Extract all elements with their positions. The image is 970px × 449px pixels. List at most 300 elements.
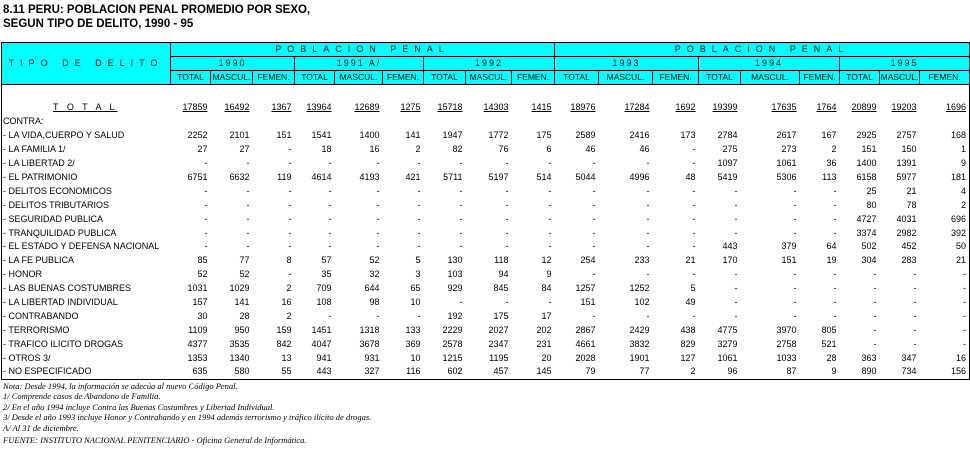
value-cell: 1029 — [229, 283, 250, 294]
spacer-cell — [920, 85, 970, 101]
spacer-cell — [383, 85, 424, 101]
value-cell: 18 — [321, 144, 332, 155]
spacer-cell — [653, 85, 699, 101]
value-cell — [599, 100, 653, 115]
value-cell: 829 — [680, 338, 696, 349]
table-row — [2, 337, 970, 351]
value-cell: - — [913, 338, 917, 349]
value-cell: 3970 — [776, 324, 797, 335]
value-cell: 94 — [498, 269, 509, 280]
value-cell — [466, 115, 512, 129]
table-row — [2, 365, 970, 379]
value-cell: - — [204, 227, 208, 238]
value-cell: 119 — [277, 172, 292, 182]
value-cell: 283 — [901, 255, 917, 266]
value-cell: 52 — [239, 269, 250, 280]
value-cell: - — [793, 185, 797, 196]
value-cell: 3 — [415, 269, 421, 280]
value-cell — [211, 100, 253, 115]
value-cell: 2252 — [187, 130, 208, 141]
value-cell: - — [246, 227, 250, 238]
value-cell: 156 — [920, 365, 970, 379]
total-value: 13964 — [306, 102, 332, 112]
value-cell: - — [505, 227, 509, 238]
spacer-cell — [171, 85, 211, 101]
row-label: - LA FE PUBLICA — [2, 254, 171, 268]
value-cell: - — [376, 310, 380, 321]
value-cell: 77 — [239, 255, 250, 266]
value-cell: - — [793, 227, 797, 238]
value-cell: 1109 — [188, 324, 208, 335]
total-value: 17635 — [771, 102, 797, 112]
value-cell: - — [376, 227, 380, 238]
value-cell: 457 — [466, 365, 512, 379]
value-cell: - — [592, 185, 596, 196]
value-cell: 4 — [920, 184, 970, 198]
value-cell: 150 — [901, 144, 917, 155]
tipo-de-delito-header: TIPO DE DELITO — [2, 43, 171, 85]
subcolumn-header-femen: FEMEN. — [383, 71, 424, 85]
value-cell: 2 — [653, 365, 699, 379]
total-value: 1367 — [271, 102, 292, 112]
value-cell: - — [417, 213, 421, 224]
value-cell: - — [692, 213, 696, 224]
value-cell: - — [913, 269, 917, 280]
value-cell: 254 — [580, 255, 596, 266]
value-cell: 48 — [685, 172, 696, 182]
value-cell: 3279 — [717, 338, 738, 349]
value-cell: 602 — [424, 365, 466, 379]
value-cell: - — [417, 241, 421, 252]
value-cell — [295, 100, 335, 115]
value-cell: - — [505, 185, 509, 196]
value-cell: 4047 — [311, 338, 332, 349]
value-cell: - — [548, 199, 552, 210]
value-cell: 2429 — [629, 324, 650, 335]
table-row — [2, 351, 970, 365]
value-cell: 145 — [512, 365, 555, 379]
value-cell: 5711 — [443, 172, 463, 182]
value-cell: 4775 — [717, 324, 738, 335]
value-cell: - — [548, 297, 552, 308]
subcolumn-header-total: TOTAL — [295, 71, 335, 85]
value-cell: 347 — [901, 352, 917, 363]
value-cell — [840, 115, 880, 129]
value-cell: - — [646, 213, 650, 224]
value-cell: 1451 — [311, 324, 332, 335]
value-cell: 5419 — [717, 172, 738, 182]
value-cell: - — [913, 297, 917, 308]
subcolumn-header-mascul: MASCUL. — [599, 71, 653, 85]
total-value: 18976 — [570, 102, 596, 112]
subcolumn-header-total: TOTAL — [171, 71, 211, 85]
value-cell: - — [548, 213, 552, 224]
value-cell: - — [459, 241, 463, 252]
value-cell: - — [692, 241, 696, 252]
value-cell: 2925 — [856, 130, 877, 141]
value-cell: 273 — [781, 144, 797, 155]
value-cell: - — [592, 199, 596, 210]
value-cell: 27 — [197, 144, 208, 155]
footnote: 1/ Comprende casos de Abandono de Familia. — [3, 391, 161, 402]
value-cell — [335, 100, 383, 115]
value-cell: 1772 — [488, 130, 509, 141]
value-cell — [383, 100, 424, 115]
footnote: A/ Al 31 de diciembre. — [3, 422, 79, 433]
total-value: 15718 — [437, 102, 463, 112]
value-cell — [920, 100, 970, 115]
value-cell: 2867 — [575, 324, 596, 335]
value-cell: 443 — [722, 241, 738, 252]
value-cell: - — [459, 158, 463, 169]
value-cell: 167 — [821, 130, 837, 141]
subcolumn-header-femen: FEMEN. — [253, 71, 295, 85]
row-label: - DELITOS TRIBUTARIOS — [2, 198, 171, 212]
subcolumn-header-mascul: MASCUL. — [741, 71, 800, 85]
value-cell: 98 — [369, 297, 380, 308]
value-cell — [335, 115, 383, 129]
value-cell: - — [328, 227, 332, 238]
value-cell: - — [288, 144, 292, 155]
subcolumn-header-femen: FEMEN. — [920, 71, 970, 85]
value-cell: - — [592, 241, 596, 252]
value-cell: 1215 — [442, 352, 463, 363]
value-cell: 30 — [197, 310, 208, 321]
subcolumn-header-mascul: MASCUL. — [335, 71, 383, 85]
value-cell: - — [734, 199, 738, 210]
value-cell: 1400 — [359, 130, 380, 141]
value-cell: - — [459, 185, 463, 196]
row-label: - TRANQUILIDAD PUBLICA — [2, 226, 171, 240]
value-cell: - — [646, 269, 650, 280]
value-cell: 2 — [286, 283, 292, 294]
spacer-cell — [424, 85, 466, 101]
value-cell: 141 — [234, 297, 250, 308]
value-cell: 80 — [866, 199, 877, 210]
value-cell: - — [920, 282, 970, 296]
spacer-cell — [466, 85, 512, 101]
value-cell: 102 — [634, 297, 650, 308]
value-cell: - — [328, 185, 332, 196]
value-cell: - — [873, 338, 877, 349]
value-cell: - — [873, 283, 877, 294]
value-cell: 127 — [680, 352, 696, 363]
value-cell: 304 — [861, 255, 877, 266]
value-cell: 4996 — [629, 172, 650, 182]
spacer-cell — [2, 85, 171, 101]
value-cell: 1947 — [442, 130, 463, 141]
value-cell: 79 — [555, 365, 599, 379]
value-cell: - — [592, 269, 596, 280]
total-value: 1415 — [531, 102, 552, 112]
value-cell: 1400 — [856, 158, 877, 169]
subcolumn-header-femen: FEMEN. — [800, 71, 840, 85]
statistics-table — [1, 42, 970, 380]
value-cell: - — [646, 158, 650, 169]
spacer-cell — [741, 85, 800, 101]
value-cell: - — [692, 199, 696, 210]
subcolumn-header-total: TOTAL — [555, 71, 599, 85]
value-cell: 2578 — [442, 338, 463, 349]
value-cell: - — [833, 185, 837, 196]
value-cell: 2028 — [575, 352, 596, 363]
table-row — [2, 309, 970, 323]
value-cell: - — [246, 199, 250, 210]
value-cell: 2027 — [488, 324, 509, 335]
value-cell: 78 — [906, 199, 917, 210]
spacer-cell — [295, 85, 335, 101]
table-row — [2, 198, 970, 212]
value-cell: - — [204, 199, 208, 210]
value-cell: - — [328, 213, 332, 224]
value-cell — [699, 100, 741, 115]
value-cell: - — [288, 213, 292, 224]
value-cell: 151 — [276, 130, 292, 141]
spacer-cell — [253, 85, 295, 101]
value-cell: 103 — [447, 269, 463, 280]
value-cell: - — [288, 227, 292, 238]
value-cell: 1901 — [629, 352, 650, 363]
poblacion-penal-header-1993-95: POBLACION PENAL — [555, 43, 970, 57]
value-cell: 159 — [276, 324, 292, 335]
value-cell: 108 — [316, 297, 332, 308]
value-cell: 421 — [405, 172, 421, 182]
row-label: - HONOR — [2, 268, 171, 282]
value-cell: - — [692, 158, 696, 169]
row-label: - EL ESTADO Y DEFENSA NACIONAL — [2, 240, 171, 254]
footnote: Nota: Desde 1994, la información se adecúa al nuevo Código Penal. — [3, 381, 238, 391]
value-cell: - — [592, 213, 596, 224]
total-value: 14303 — [483, 102, 509, 112]
subcolumn-header-total: TOTAL — [840, 71, 880, 85]
value-cell: - — [204, 241, 208, 252]
value-cell: 4661 — [575, 338, 596, 349]
spacer-cell — [211, 85, 253, 101]
value-cell: - — [913, 324, 917, 335]
value-cell: 46 — [639, 144, 650, 155]
spacer-cell — [699, 85, 741, 101]
value-cell: 931 — [364, 352, 380, 363]
spacer-cell — [599, 85, 653, 101]
value-cell: 173 — [680, 130, 696, 141]
value-cell: - — [833, 283, 837, 294]
value-cell: 392 — [920, 226, 970, 240]
year-header-1994: 1994 — [699, 57, 840, 71]
value-cell: 363 — [861, 352, 877, 363]
value-cell: 4031 — [896, 213, 917, 224]
value-cell: 65 — [410, 283, 421, 294]
value-cell: 36 — [826, 158, 837, 169]
value-cell: - — [288, 158, 292, 169]
value-cell: - — [204, 213, 208, 224]
row-label: - DELITOS ECONOMICOS — [2, 184, 171, 198]
value-cell: 32 — [369, 269, 380, 280]
value-cell: 635 — [171, 365, 211, 379]
value-cell: - — [246, 213, 250, 224]
value-cell: - — [204, 158, 208, 169]
value-cell: - — [328, 158, 332, 169]
value-cell: 1353 — [187, 352, 208, 363]
value-cell: - — [505, 297, 509, 308]
value-cell: 16 — [281, 297, 292, 308]
value-cell: 77 — [599, 365, 653, 379]
footnote: 3/ Desde el año 1993 incluye Honor y Contrabando y en 1994 además terrorismo y tráfico ilícito de drogas. — [3, 412, 372, 423]
value-cell: - — [793, 283, 797, 294]
spacer-row — [2, 85, 970, 101]
value-cell: 9 — [546, 269, 552, 280]
value-cell: 46 — [585, 144, 596, 155]
value-cell: - — [920, 296, 970, 310]
value-cell: - — [417, 158, 421, 169]
value-cell: - — [548, 227, 552, 238]
table-row — [2, 143, 970, 157]
value-cell: 84 — [541, 283, 552, 294]
value-cell: 2757 — [896, 130, 917, 141]
value-cell: 2347 — [488, 338, 509, 349]
value-cell: 49 — [685, 297, 696, 308]
total-value: 19203 — [891, 102, 917, 112]
year-header-1995: 1995 — [840, 57, 970, 71]
value-cell: - — [376, 158, 380, 169]
footnote: 2/ En el año 1994 incluye Contra las Buenas Costumbres y Libertad Individual. — [3, 401, 275, 412]
spacer-cell — [880, 85, 920, 101]
value-cell: 1061 — [776, 158, 797, 169]
value-cell: 50 — [920, 240, 970, 254]
value-cell: 3832 — [629, 338, 650, 349]
table-row — [2, 184, 970, 198]
value-cell — [253, 115, 295, 129]
spacer-cell — [335, 85, 383, 101]
total-value: 12689 — [354, 102, 380, 112]
value-cell: - — [246, 241, 250, 252]
spacer-cell — [555, 85, 599, 101]
value-cell: 5197 — [488, 172, 509, 182]
table-row — [2, 296, 970, 310]
value-cell: 327 — [335, 365, 383, 379]
value-cell: - — [505, 213, 509, 224]
value-cell — [171, 115, 211, 129]
table-row — [2, 212, 970, 226]
value-cell: 21 — [920, 254, 970, 268]
value-cell: - — [417, 185, 421, 196]
value-cell: - — [692, 227, 696, 238]
value-cell — [741, 115, 800, 129]
value-cell: 28 — [239, 310, 250, 321]
value-cell: - — [793, 310, 797, 321]
row-label: - TERRORISMO — [2, 323, 171, 337]
value-cell — [555, 115, 599, 129]
value-cell — [800, 100, 840, 115]
value-cell: 8 — [286, 255, 292, 266]
value-cell: 842 — [276, 338, 292, 349]
value-cell: 82 — [452, 144, 463, 155]
row-label: - CONTRABANDO — [2, 309, 171, 323]
value-cell: 35 — [321, 269, 332, 280]
value-cell: 202 — [536, 324, 552, 335]
value-cell: 890 — [840, 365, 880, 379]
value-cell: - — [288, 269, 292, 280]
value-cell: - — [734, 213, 738, 224]
value-cell: 2 — [286, 310, 292, 321]
value-cell: 170 — [722, 255, 738, 266]
value-cell: - — [417, 227, 421, 238]
value-cell: - — [833, 310, 837, 321]
row-label: - EL PATRIMONIO — [2, 171, 171, 185]
total-value: 1696 — [946, 102, 967, 112]
value-cell: 1391 — [896, 158, 917, 169]
row-label: - LA LIBERTAD 2/ — [2, 157, 171, 171]
row-label: CONTRA: — [2, 115, 171, 129]
value-cell — [466, 100, 512, 115]
value-cell: 2758 — [776, 338, 797, 349]
row-label: - LAS BUENAS COSTUMBRES — [2, 282, 171, 296]
value-cell: - — [592, 227, 596, 238]
value-cell: 2101 — [229, 130, 250, 141]
total-value: 20899 — [851, 102, 877, 112]
row-label: - SEGURIDAD PUBLICA — [2, 212, 171, 226]
poblacion-penal-header-1990-92: POBLACION PENAL — [171, 43, 555, 57]
value-cell — [253, 100, 295, 115]
value-cell: - — [734, 297, 738, 308]
value-cell: - — [873, 297, 877, 308]
value-cell: 275 — [722, 144, 738, 155]
value-cell: 3535 — [229, 338, 250, 349]
value-cell: 514 — [536, 172, 552, 182]
value-cell — [840, 100, 880, 115]
value-cell: 5977 — [896, 172, 917, 182]
value-cell: 27 — [239, 144, 250, 155]
spacer-cell — [840, 85, 880, 101]
value-cell: 3374 — [856, 227, 877, 238]
value-cell: 5 — [690, 283, 696, 294]
row-label: - LA LIBERTAD INDIVIDUAL — [2, 296, 171, 310]
value-cell: - — [376, 185, 380, 196]
value-cell: 9 — [920, 157, 970, 171]
value-cell: - — [548, 158, 552, 169]
value-cell: 16 — [920, 351, 970, 365]
value-cell: 644 — [364, 283, 380, 294]
value-cell: 130 — [447, 255, 463, 266]
value-cell: - — [734, 269, 738, 280]
value-cell: 133 — [405, 324, 421, 335]
value-cell: 1318 — [359, 324, 380, 335]
value-cell — [512, 100, 555, 115]
total-value: 1764 — [816, 102, 837, 112]
table-row — [2, 268, 970, 282]
subcolumn-header-total: TOTAL — [699, 71, 741, 85]
value-cell: 941 — [316, 352, 332, 363]
value-cell: 6 — [546, 144, 552, 155]
table-row — [2, 240, 970, 254]
value-cell: 21 — [685, 255, 696, 266]
value-cell: - — [592, 158, 596, 169]
value-cell: - — [833, 269, 837, 280]
value-cell: - — [376, 241, 380, 252]
value-cell — [424, 100, 466, 115]
value-cell — [512, 115, 555, 129]
value-cell: 116 — [383, 365, 424, 379]
value-cell: - — [328, 310, 332, 321]
value-cell: 96 — [699, 365, 741, 379]
value-cell: 5 — [415, 255, 421, 266]
value-cell: 950 — [234, 324, 250, 335]
value-cell: 709 — [316, 283, 332, 294]
value-cell: - — [505, 199, 509, 210]
value-cell — [211, 115, 253, 129]
value-cell: 113 — [822, 172, 837, 182]
value-cell: 231 — [536, 338, 552, 349]
value-cell: 151 — [580, 297, 596, 308]
